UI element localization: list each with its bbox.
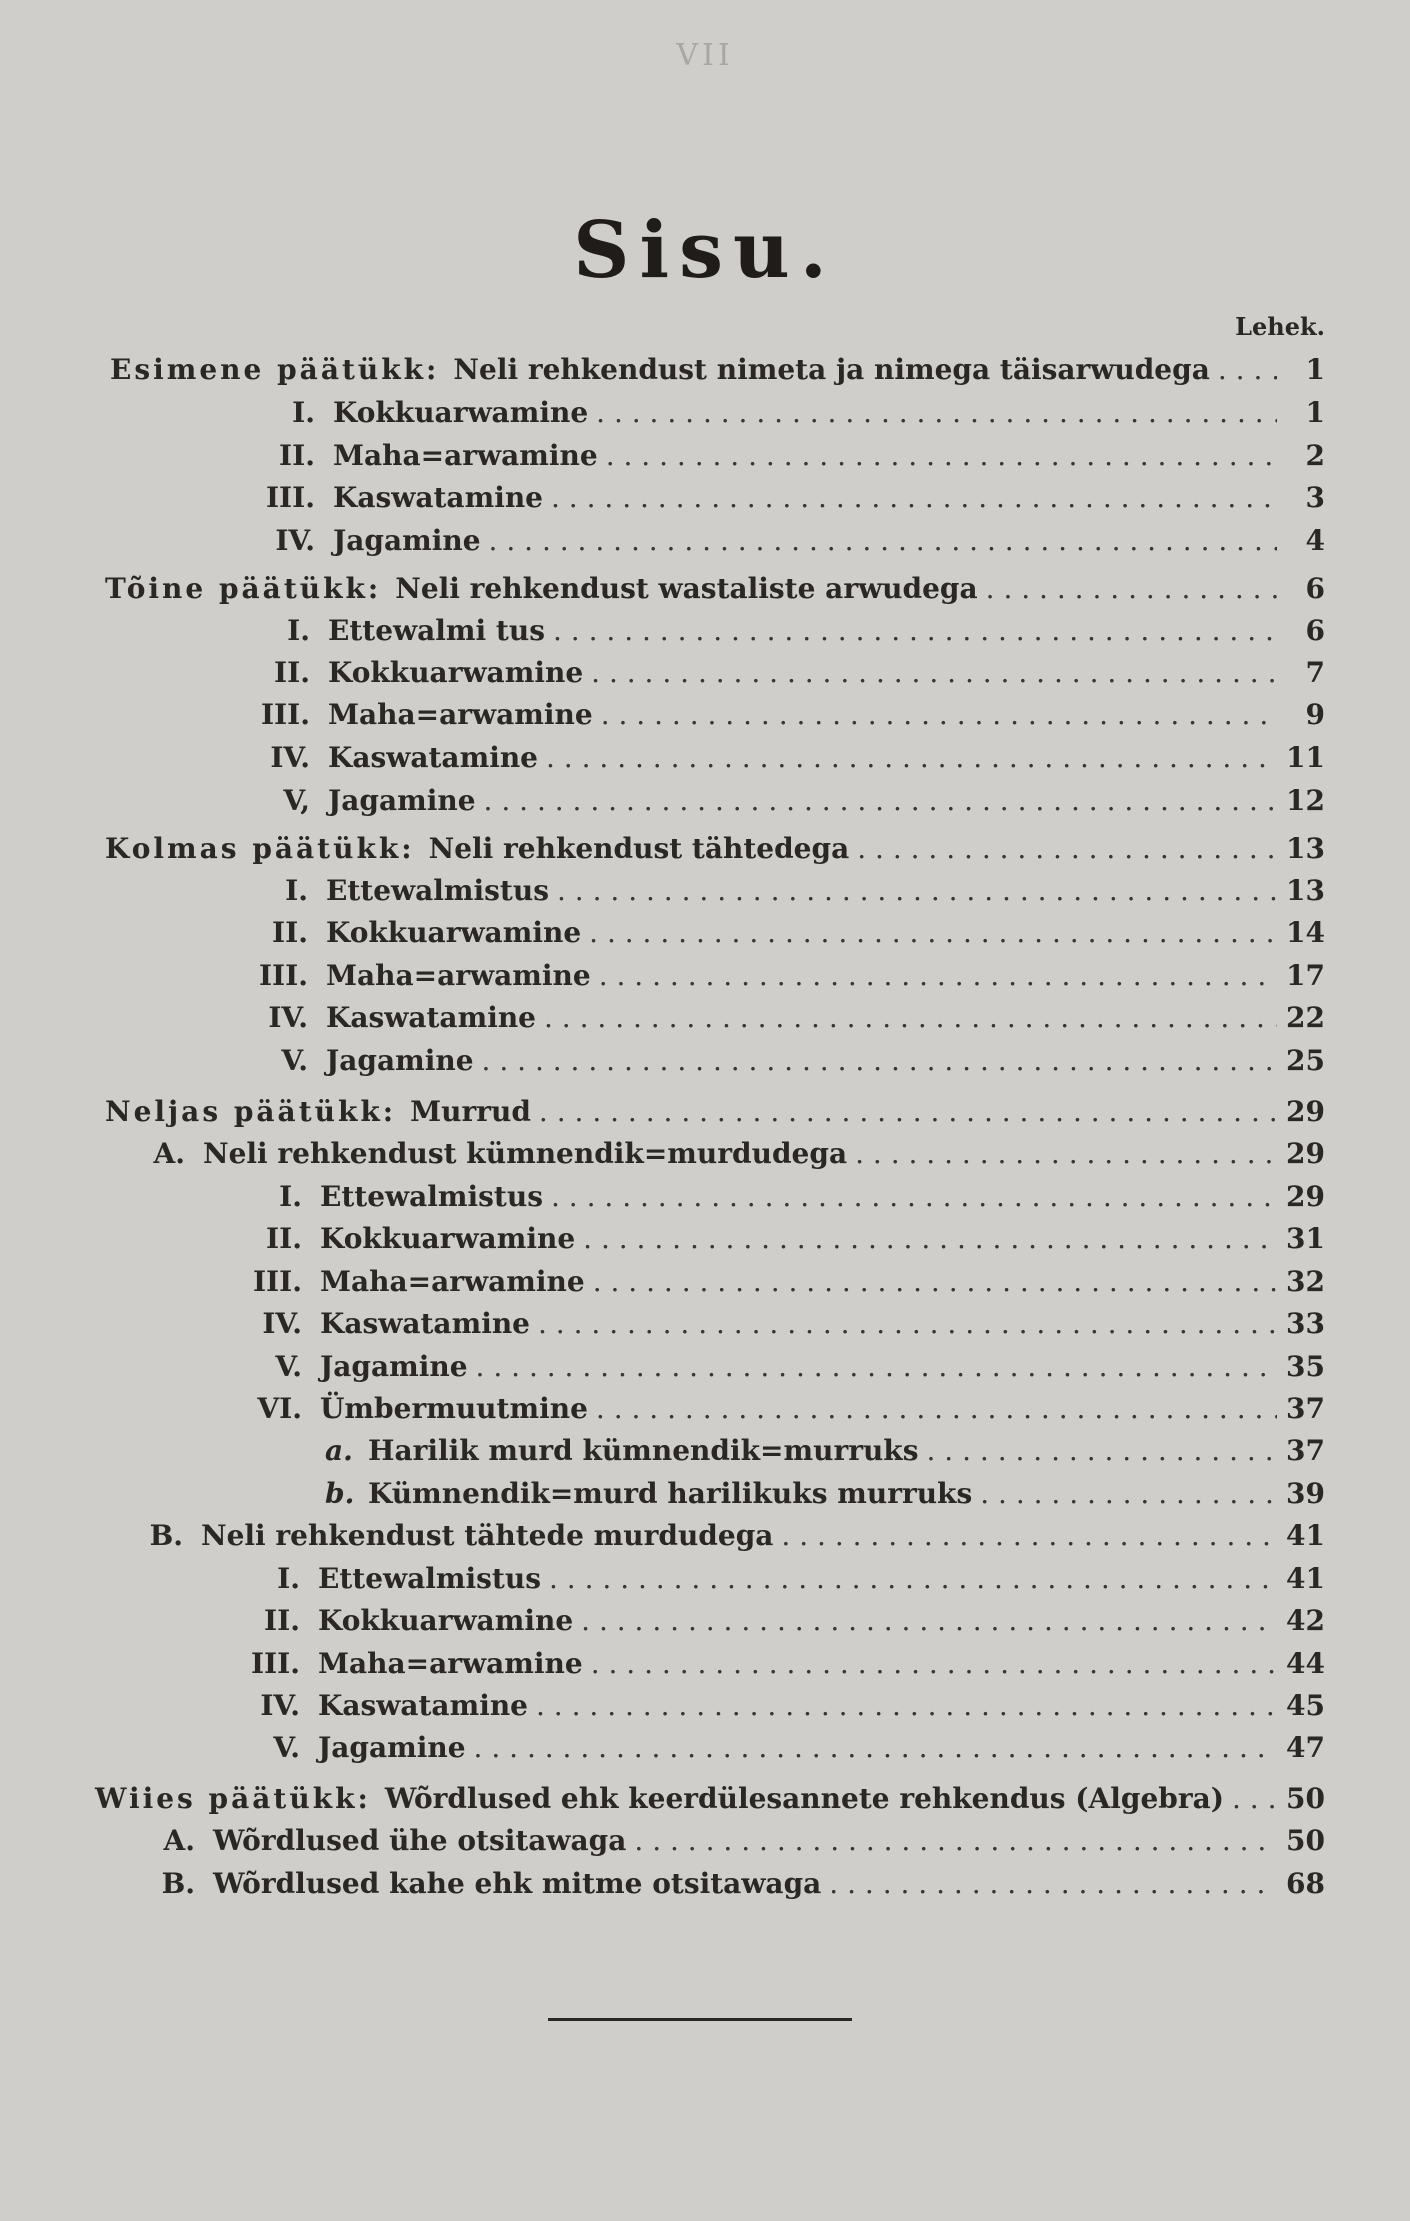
page-ref: 39 [1286, 1477, 1325, 1510]
section-title: Jagamine [326, 1044, 474, 1077]
page-ref: 13 [1286, 874, 1325, 907]
page-ref: 1 [1305, 396, 1325, 429]
leader-dots [1218, 349, 1277, 391]
toc-row [250, 1040, 1325, 1082]
leader-dots [589, 912, 1277, 954]
section-title: Harilik murd kümnendik=murruks [368, 1434, 919, 1467]
section-number: III. [260, 698, 310, 731]
section-title: Ümbermuutmine [320, 1392, 588, 1425]
chapter-row [105, 1091, 1325, 1133]
page-ref: 29 [1286, 1180, 1325, 1213]
page-ref: 32 [1286, 1265, 1325, 1298]
section-number: V. [281, 1044, 308, 1077]
toc-row [248, 1727, 1325, 1769]
section-number: II. [274, 656, 310, 689]
leader-dots [591, 652, 1277, 694]
toc-row [250, 1346, 1325, 1388]
page-ref: 50 [1286, 1824, 1325, 1857]
leader-dots [581, 1600, 1277, 1642]
section-title: Kaswatamine [328, 741, 538, 774]
section-title: Kokkuarwamine [320, 1222, 576, 1255]
chapter-row [105, 568, 1325, 610]
toc-row [250, 912, 1325, 954]
leader-dots [599, 955, 1277, 997]
toc-row [250, 955, 1325, 997]
toc-row [255, 694, 1325, 736]
page-ref: 68 [1286, 1867, 1325, 1900]
page-ref: 3 [1305, 481, 1325, 514]
chapter-heading: Esimene päätükk: [110, 353, 440, 386]
section-number: IV. [268, 1001, 308, 1034]
leader-dots [980, 1473, 1277, 1515]
leader-dots [538, 1303, 1277, 1345]
page-ref: 29 [1286, 1137, 1325, 1170]
section-number: I. [277, 1562, 300, 1595]
page-ref: 13 [1286, 832, 1325, 865]
page-ref: 17 [1286, 959, 1325, 992]
page-ref: 44 [1286, 1647, 1325, 1680]
leader-dots [482, 1040, 1277, 1082]
leader-dots [601, 694, 1277, 736]
section-title: Kaswatamine [318, 1689, 528, 1722]
section-title: Maha=arwamine [326, 959, 591, 992]
section-number: A. [153, 1137, 185, 1170]
section-title: Kokkuarwamine [328, 656, 584, 689]
page-ref: 4 [1305, 524, 1325, 557]
section-number: V. [275, 1350, 302, 1383]
section-title: Kaswatamine [326, 1001, 536, 1034]
page-ref: 41 [1286, 1562, 1325, 1595]
leader-dots [546, 737, 1277, 779]
toc-row [325, 1473, 1325, 1515]
leader-dots [539, 1091, 1277, 1133]
section-title: Wõrdlused ühe otsitawaga [213, 1824, 627, 1857]
section-number: III. [265, 481, 315, 514]
section-title: Maha=arwamine [318, 1647, 583, 1680]
leader-dots [536, 1685, 1277, 1727]
toc-row [148, 1515, 1325, 1557]
leader-dots [583, 1218, 1277, 1260]
leader-dots [484, 780, 1277, 822]
section-number: B. [149, 1519, 183, 1552]
page-ref: 25 [1286, 1044, 1325, 1077]
chapter-title: Neli rehkendust nimeta ja nimega täisarwudega [453, 353, 1210, 386]
section-title: Ettewalmistus [318, 1562, 541, 1595]
section-title: Jagamine [328, 784, 476, 817]
toc-row [250, 1218, 1325, 1260]
subsection-letter: a. [325, 1434, 353, 1467]
page-ref: 14 [1286, 916, 1325, 949]
page-ref: 29 [1286, 1095, 1325, 1128]
toc-row [250, 870, 1325, 912]
leader-dots [781, 1515, 1277, 1557]
page-ref: 35 [1286, 1350, 1325, 1383]
page-number: VII [676, 38, 734, 73]
page-ref: 33 [1286, 1307, 1325, 1340]
leader-dots [549, 1558, 1277, 1600]
section-number: II. [266, 1222, 302, 1255]
page-ref: 37 [1286, 1434, 1325, 1467]
section-title: Jagamine [320, 1350, 468, 1383]
section-number: II. [272, 916, 308, 949]
leader-dots [591, 1643, 1277, 1685]
chapter-title: Neli rehkendust wastaliste arwudega [395, 572, 978, 605]
section-title: Kaswatamine [333, 481, 543, 514]
section-number: IV. [270, 741, 310, 774]
page-ref: 31 [1286, 1222, 1325, 1255]
leader-dots [476, 1346, 1277, 1388]
leader-dots [606, 435, 1277, 477]
toc-row [250, 997, 1325, 1039]
leader-dots [986, 568, 1277, 610]
page-ref: 11 [1286, 741, 1325, 774]
page-ref: 12 [1286, 784, 1325, 817]
section-title: Kümnendik=murd harilikuks murruks [368, 1477, 973, 1510]
toc-row [325, 1430, 1325, 1472]
toc-row [250, 1261, 1325, 1303]
toc-row [248, 1558, 1325, 1600]
chapter-title: Wõrdlused ehk keerdülesannete rehkendus (Algebra) [384, 1782, 1224, 1815]
section-number: III. [258, 959, 308, 992]
subsection-letter: b. [325, 1477, 355, 1510]
toc-row [160, 1820, 1325, 1862]
section-number: III. [250, 1647, 300, 1680]
closing-rule [548, 2018, 852, 2021]
leader-dots [557, 870, 1277, 912]
leader-dots [596, 392, 1277, 434]
section-number: IV. [275, 524, 315, 557]
section-title: Wõrdlused kahe ehk mitme otsitawaga [213, 1867, 822, 1900]
section-number: IV. [262, 1307, 302, 1340]
section-title: Ettewalmistus [320, 1180, 543, 1213]
toc-row [248, 1685, 1325, 1727]
leader-dots [634, 1820, 1277, 1862]
toc-row [250, 1303, 1325, 1345]
leader-dots [596, 1388, 1277, 1430]
leader-dots [474, 1727, 1277, 1769]
leader-dots [489, 520, 1277, 562]
section-number: V. [273, 1731, 300, 1764]
section-title: Maha=arwamine [320, 1265, 585, 1298]
section-title: Maha=arwamine [328, 698, 593, 731]
toc-row [260, 520, 1325, 562]
toc-row [255, 737, 1325, 779]
section-number: I. [287, 614, 310, 647]
chapter-title: Murrud [410, 1095, 531, 1128]
leader-dots [593, 1261, 1277, 1303]
page-ref: 2 [1305, 439, 1325, 472]
chapter-row [110, 349, 1325, 391]
section-number: III. [252, 1265, 302, 1298]
section-title: Kaswatamine [320, 1307, 530, 1340]
toc-row [255, 610, 1325, 652]
page-ref: 6 [1305, 572, 1325, 605]
page-ref: 1 [1305, 353, 1325, 386]
chapter-row [95, 1778, 1325, 1820]
toc-row [248, 1600, 1325, 1642]
section-number: II. [264, 1604, 300, 1637]
section-number: IV. [260, 1689, 300, 1722]
section-number: I. [285, 874, 308, 907]
toc-row [255, 652, 1325, 694]
section-title: Ettewalmi tus [328, 614, 545, 647]
leader-dots [551, 1176, 1277, 1218]
page-ref: 41 [1286, 1519, 1325, 1552]
page-title: Sisu. [573, 205, 837, 296]
section-number: I. [279, 1180, 302, 1213]
leader-dots [855, 1133, 1277, 1175]
toc-row [250, 1176, 1325, 1218]
chapter-heading: Kolmas päätükk: [105, 832, 415, 865]
section-title: Kokkuarwamine [333, 396, 589, 429]
section-number: V, [283, 784, 310, 817]
section-title: Ettewalmistus [326, 874, 549, 907]
leader-dots [926, 1430, 1277, 1472]
chapter-heading: Neljas päätükk: [105, 1095, 397, 1128]
leader-dots [1232, 1778, 1277, 1820]
page-ref: 37 [1286, 1392, 1325, 1425]
leader-dots [829, 1863, 1277, 1905]
page-ref: 50 [1286, 1782, 1325, 1815]
pages-column-label: Lehek. [1235, 312, 1325, 341]
page-ref: 42 [1286, 1604, 1325, 1637]
page-ref: 6 [1305, 614, 1325, 647]
page-ref: 45 [1286, 1689, 1325, 1722]
toc-row [260, 435, 1325, 477]
chapter-heading: Tõine päätükk: [105, 572, 382, 605]
leader-dots [551, 477, 1277, 519]
toc-row [260, 477, 1325, 519]
page-ref: 9 [1305, 698, 1325, 731]
section-title: Jagamine [333, 524, 481, 557]
section-title: Jagamine [318, 1731, 466, 1764]
chapter-heading: Wiies päätükk: [95, 1782, 371, 1815]
chapter-title: Neli rehkendust tähtedega [428, 832, 850, 865]
toc-row [160, 1863, 1325, 1905]
section-number: A. [163, 1824, 195, 1857]
toc-row [260, 392, 1325, 434]
chapter-row [105, 828, 1325, 870]
toc-row [150, 1133, 1325, 1175]
toc-row [255, 780, 1325, 822]
leader-dots [544, 997, 1277, 1039]
section-number: I. [292, 396, 315, 429]
section-title: Kokkuarwamine [326, 916, 582, 949]
section-title: Neli rehkendust tähtede murdudega [201, 1519, 774, 1552]
section-number: B. [161, 1867, 195, 1900]
section-title: Neli rehkendust kümnendik=murdudega [203, 1137, 848, 1170]
page-ref: 47 [1286, 1731, 1325, 1764]
section-title: Maha=arwamine [333, 439, 598, 472]
section-number: II. [279, 439, 315, 472]
page-ref: 7 [1305, 656, 1325, 689]
section-number: VI. [257, 1392, 302, 1425]
section-title: Kokkuarwamine [318, 1604, 574, 1637]
page-ref: 22 [1286, 1001, 1325, 1034]
leader-dots [857, 828, 1277, 870]
leader-dots [553, 610, 1277, 652]
toc-row [248, 1643, 1325, 1685]
toc-row [250, 1388, 1325, 1430]
